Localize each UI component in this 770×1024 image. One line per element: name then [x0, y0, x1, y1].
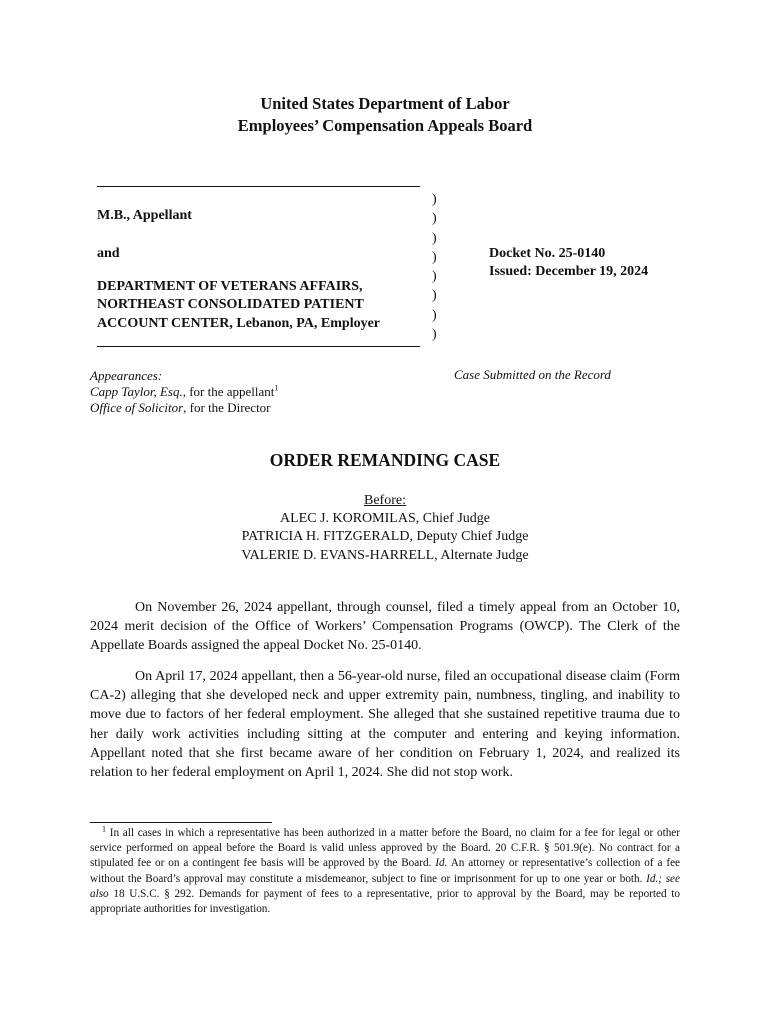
issued-date: Issued: December 19, 2024: [489, 264, 649, 279]
appellant-name: M.B., Appellant: [97, 208, 192, 223]
footnote: $^1$ In all cases in which a representative has been authorized in a matter before the Board, no claim for a fee for legal or other service performed on appeal before the Board is valid unless approved by the Board. 20 C.F.R. § 501.9(e). No contract for a stipulated fee or on a contingent fee basis will be approved by the Board. Id. An attorney or representative’s collection of a fee without the Board’s approval may constitute a misdemeanor, subject to fine or imprisonment for up to one year or both. Id.; see also 18 U.S.C. § 292. Demands for payment of fees to a representative, prior to approval by the Board, may be reported to appropriate authorities for investigation.: [90, 824, 681, 916]
judge-alternate: VALERIE D. EVANS-HARRELL, Alternate Judge: [241, 548, 529, 563]
caption-paren: ): [432, 307, 437, 323]
caption-and: and: [97, 246, 120, 261]
counsel-name: Capp Taylor, Esq.,: [90, 384, 186, 399]
judge-chief: ALEC J. KOROMILAS, Chief Judge: [280, 511, 490, 526]
caption-top-rule: [97, 186, 420, 187]
caption-bottom-rule: [97, 346, 420, 347]
body-paragraph-2: On April 17, 2024 appellant, then a 56-year-old nurse, filed an occupational disease claim (Form CA-2) alleging that she developed neck and upper extremity pain, numbness, tingling, and inability to move due to factors of her federal employment. She alleged that she sustained repetitive trauma due to her daily work activities including sitting at the computer and entering and keying information. Appellant noted that she first became aware of her condition on February 1, 2024, and realized its relation to her federal employment on April 1, 2024. She did not stop work.: [90, 669, 680, 781]
caption-paren: ): [432, 288, 437, 304]
caption-paren: ): [432, 249, 437, 265]
employer-line-2: NORTHEAST CONSOLIDATED PATIENT: [97, 297, 364, 312]
caption-paren: ): [432, 192, 437, 207]
footnote-rule: [90, 822, 272, 823]
appearances-label: Appearances:: [90, 368, 163, 383]
director-name: Office of Solicitor: [90, 400, 184, 415]
body-paragraph-1: On November 26, 2024 appellant, through counsel, filed a timely appeal from an October 10, 2024 merit decision of the Office of Workers’ Compensation Programs (OWCP). The Clerk of the Appellate Boards assigned the appeal Docket No. 25-0140.: [90, 600, 680, 654]
case-submitted-note: Case Submitted on the Record: [454, 367, 611, 382]
order-title: ORDER REMANDING CASE: [269, 450, 501, 470]
judge-deputy-chief: PATRICIA H. FITZGERALD, Deputy Chief Judge: [241, 529, 529, 544]
caption-paren: ): [432, 327, 437, 343]
director-role: , for the Director: [183, 400, 271, 415]
counsel-role: for the appellant: [185, 384, 275, 399]
caption-paren: ): [432, 269, 437, 285]
caption-paren-column: [432, 190, 444, 344]
before-label: Before:: [364, 493, 406, 508]
board-title: Employees’ Compensation Appeals Board: [237, 116, 533, 135]
employer-line-3: ACCOUNT CENTER, Lebanon, PA, Employer: [97, 316, 381, 331]
employer-line-1: DEPARTMENT OF VETERANS AFFAIRS,: [97, 279, 363, 294]
appearance-counsel: [90, 384, 278, 401]
appearance-director: [90, 400, 271, 417]
docket-number: Docket No. 25-0140: [489, 246, 606, 261]
footnote-marker: 1: [102, 824, 106, 834]
agency-title: United States Department of Labor: [260, 94, 510, 113]
caption-paren: ): [432, 211, 437, 227]
footnote-ref: 1: [274, 383, 279, 393]
caption-paren: ): [432, 230, 437, 246]
